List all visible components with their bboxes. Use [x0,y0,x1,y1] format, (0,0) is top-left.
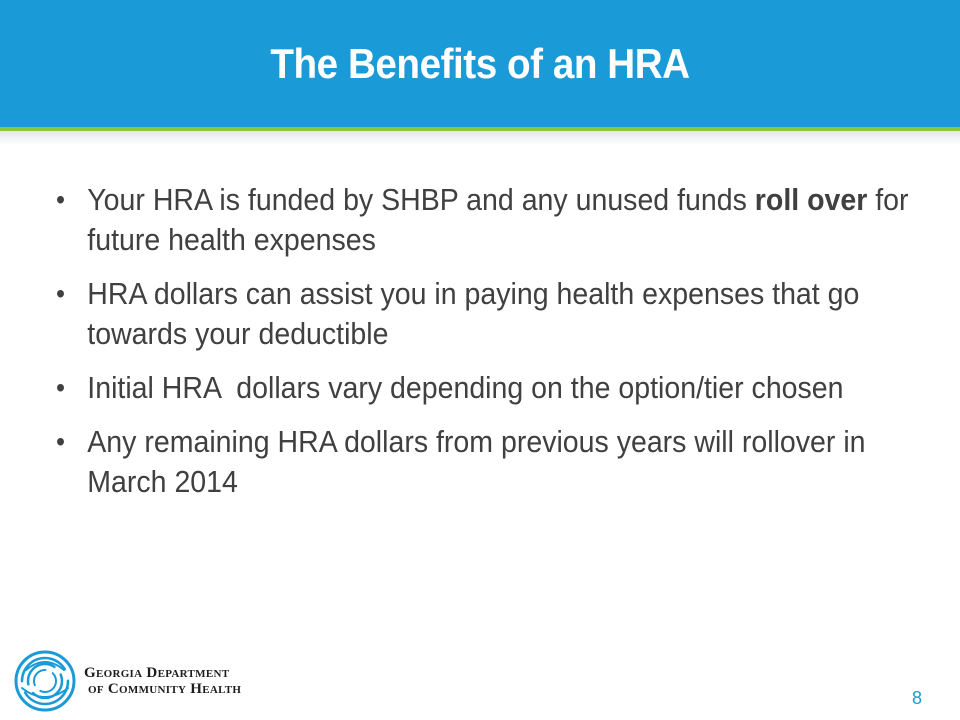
bullet-item [56,368,947,408]
bullet-text-end: for future health expenses [87,182,909,257]
organization-name-line1: Georgia Department [84,665,230,681]
bullet-item [56,422,947,502]
bullet-emphasis: roll over [754,182,868,217]
bullet-text: Your HRA is funded by SHBP and any unused funds [87,182,755,217]
bullet-dot-icon: • [56,278,66,309]
organization-name [84,665,241,697]
slide-title: The Benefits of an HRA [270,40,690,87]
title-bar-shadow [0,131,960,145]
bullet-list [56,180,916,516]
bullet-dot-icon: • [56,426,66,457]
bullet-item [56,180,947,260]
bullet-text: Any remaining HRA dollars from previous years will rollover in March 2014 [87,424,866,499]
bullet-text: HRA dollars can assist you in paying health expenses that go towards your deductible [87,276,860,351]
page-number: 8 [911,688,922,708]
bullet-item [56,274,947,354]
bullet-text: Initial HRA dollars vary depending on the option/tier chosen [87,370,844,405]
organization-name-line2: of Community Health [88,681,242,697]
bullet-dot-icon: • [56,372,66,403]
circular-swirl-logo-icon [12,648,78,714]
bullet-dot-icon: • [56,184,66,215]
